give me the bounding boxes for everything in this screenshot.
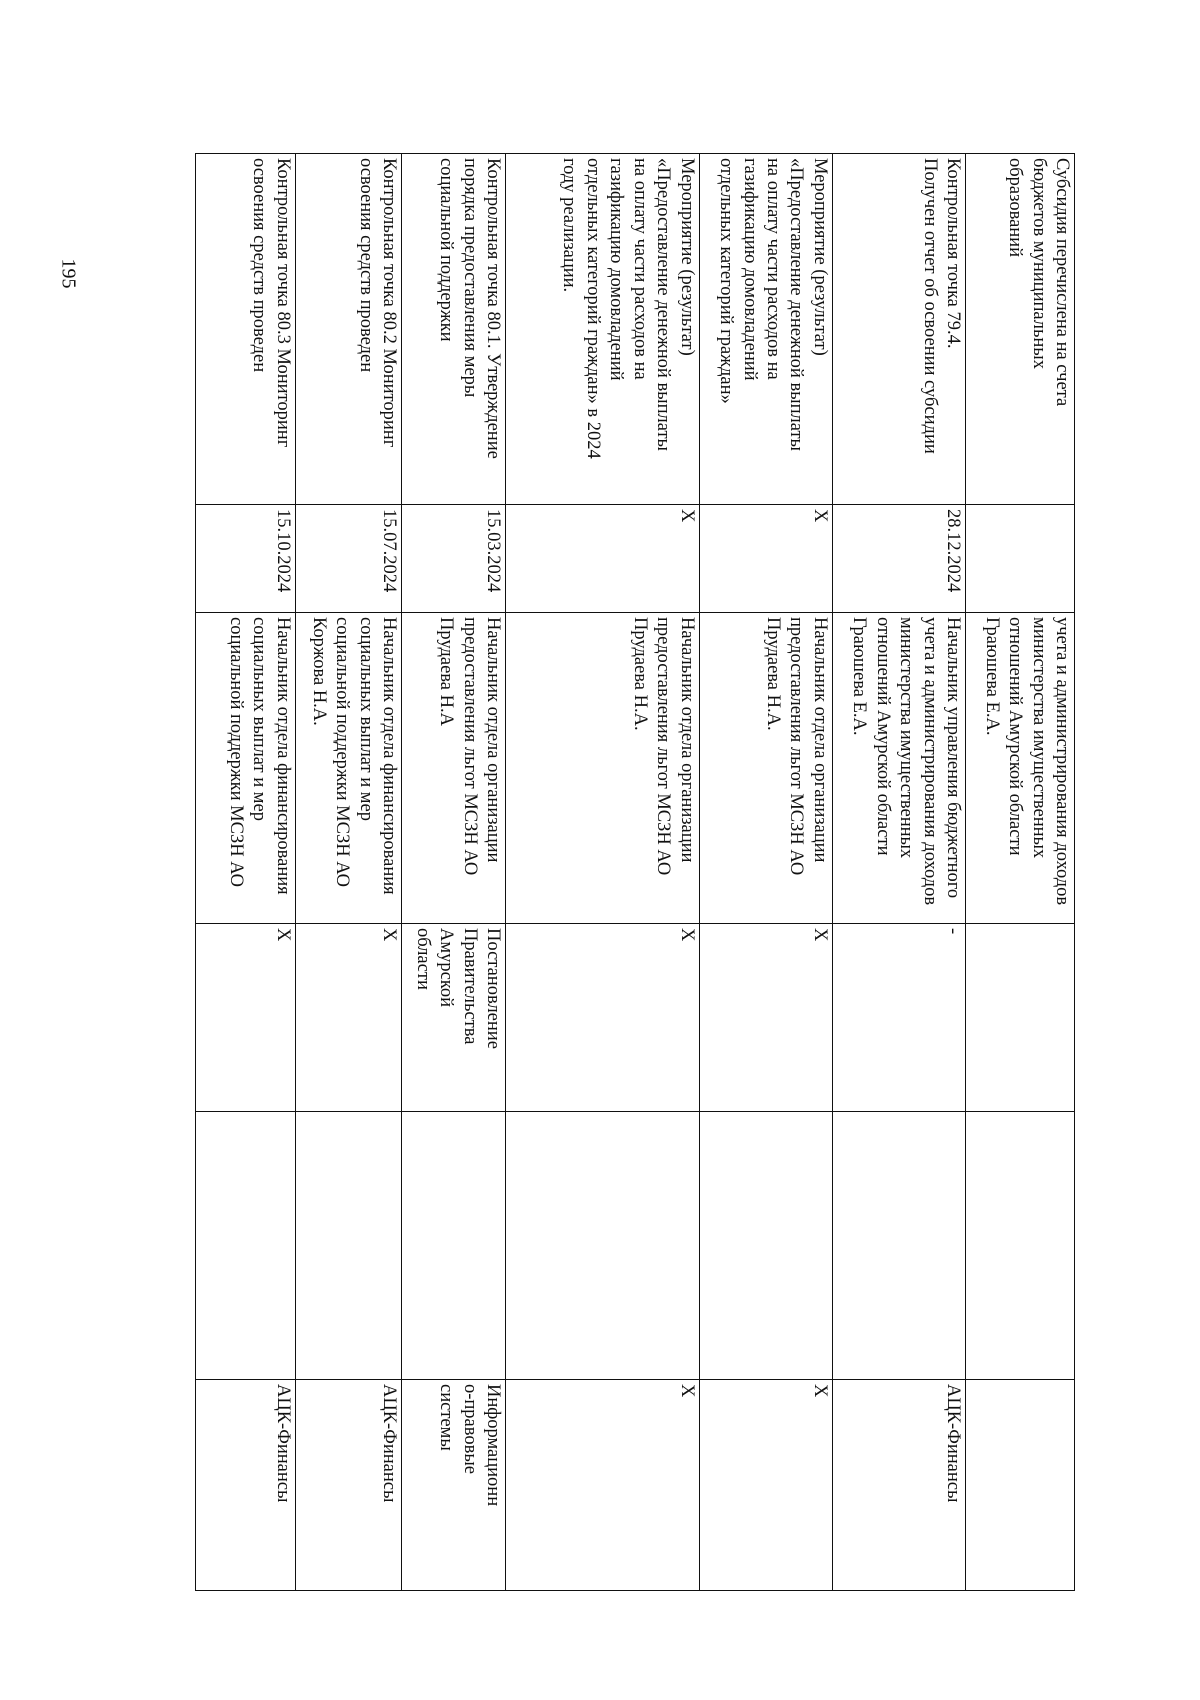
document-cell xyxy=(506,924,700,1112)
table-row xyxy=(699,154,832,1591)
cell-text: Субсидия перечислена на счета бюджетов муниципальных образований xyxy=(1005,158,1072,407)
event-cell xyxy=(506,154,700,505)
cell-text: учета и администрирования доходов министерства имущественных отношений Амурской области Граюшева Е.А. xyxy=(981,617,1072,906)
table-row xyxy=(506,154,700,1591)
empty-cell xyxy=(506,1112,700,1380)
table-row xyxy=(966,154,1075,1591)
empty-cell xyxy=(699,1112,832,1380)
document-cell xyxy=(196,924,296,1112)
cell-text: X xyxy=(272,928,293,942)
cell-text: АЦК-Финансы xyxy=(943,1384,964,1503)
responsible-cell xyxy=(832,613,965,924)
plan-table-body xyxy=(196,154,1075,1591)
cell-text: X xyxy=(809,928,830,942)
system-cell xyxy=(506,1380,700,1591)
cell-text: Начальник отдела организации предоставления льгот МСЗН АО Прудаева Н.А xyxy=(436,617,504,876)
system-cell xyxy=(295,1380,402,1591)
cell-text: X xyxy=(676,928,697,942)
system-cell xyxy=(402,1380,506,1591)
deadline-cell xyxy=(966,505,1075,613)
deadline-cell xyxy=(832,505,965,613)
cell-text: 15.10.2024 xyxy=(272,509,293,593)
document-cell xyxy=(832,924,965,1112)
cell-text: Контрольная точка 80.2 Мониторинг освоения средств проведен xyxy=(355,158,400,448)
cell-text: - xyxy=(943,928,964,935)
cell-text: Контрольная точка 79.4. Получен отчет об освоении субсидии xyxy=(919,158,964,454)
empty-cell xyxy=(966,1112,1075,1380)
cell-text: Контрольная точка 80.1. Утверждение порядка предоставления меры социальной поддержки xyxy=(436,158,504,459)
plan-table xyxy=(195,153,1075,1591)
system-cell xyxy=(966,1380,1075,1591)
cell-text: АЦК-Финансы xyxy=(379,1384,400,1503)
cell-text: Начальник отдела организации предоставления льгот МСЗН АО Прудаева Н.А. xyxy=(763,617,830,876)
table-row xyxy=(196,154,296,1591)
cell-text: АЦК-Финансы xyxy=(272,1384,293,1503)
cell-text: Начальник отдела финансирования социальных выплат и мер социальной поддержки МСЗН АО xyxy=(225,617,293,895)
table-row xyxy=(402,154,506,1591)
cell-text: Начальник отдела организации предоставления льгот МСЗН АО Прудаева Н.А. xyxy=(629,617,697,876)
document-cell xyxy=(295,924,402,1112)
cell-text: Начальник управления бюджетного учета и администрирования доходов министерства имущественных отношений Амурской области Граюшева Е.А. xyxy=(849,617,964,906)
deadline-cell xyxy=(402,505,506,613)
document-cell xyxy=(966,924,1075,1112)
responsible-cell xyxy=(506,613,700,924)
deadline-cell xyxy=(196,505,296,613)
cell-text: Мероприятие (результат) «Предоставление денежной выплаты на оплату части расходов на газификацию домовладений отдельных категорий граждан» xyxy=(716,158,830,451)
event-cell xyxy=(699,154,832,505)
cell-text: 28.12.2024 xyxy=(943,509,964,593)
cell-text: 15.07.2024 xyxy=(379,509,400,593)
empty-cell xyxy=(402,1112,506,1380)
system-cell xyxy=(196,1380,296,1591)
responsible-cell xyxy=(295,613,402,924)
cell-text: Информационн о-правовые системы xyxy=(436,1384,504,1507)
deadline-cell xyxy=(506,505,700,613)
event-cell xyxy=(966,154,1075,505)
table-row xyxy=(832,154,965,1591)
deadline-cell xyxy=(699,505,832,613)
cell-text: X xyxy=(379,928,400,942)
cell-text: X xyxy=(676,509,697,523)
cell-text: X xyxy=(809,509,830,523)
responsible-cell xyxy=(966,613,1075,924)
cell-text: X xyxy=(809,1384,830,1398)
cell-text: X xyxy=(676,1384,697,1398)
page-number: 195 xyxy=(57,258,80,289)
cell-text: Начальник отдела финансирования социальных выплат и мер социальной поддержки МСЗН АО Коржова Н.А. xyxy=(308,617,400,895)
empty-cell xyxy=(196,1112,296,1380)
cell-text: Постановление Правительства Амурской области xyxy=(412,928,504,1049)
cell-text: Контрольная точка 80.3 Мониторинг освоения средств проведен xyxy=(249,158,293,448)
system-cell xyxy=(832,1380,965,1591)
table-row xyxy=(295,154,402,1591)
event-cell xyxy=(402,154,506,505)
cell-text: 15.03.2024 xyxy=(483,509,504,593)
deadline-cell xyxy=(295,505,402,613)
empty-cell xyxy=(295,1112,402,1380)
event-cell xyxy=(295,154,402,505)
document-cell xyxy=(402,924,506,1112)
responsible-cell xyxy=(196,613,296,924)
empty-cell xyxy=(832,1112,965,1380)
cell-text: Мероприятие (результат) «Предоставление денежной выплаты на оплату части расходов на газификацию домовладений отдельных категорий граждан» в 2024 году реализации. xyxy=(559,158,697,459)
document-cell xyxy=(699,924,832,1112)
responsible-cell xyxy=(402,613,506,924)
event-cell xyxy=(196,154,296,505)
responsible-cell xyxy=(699,613,832,924)
event-cell xyxy=(832,154,965,505)
system-cell xyxy=(699,1380,832,1591)
